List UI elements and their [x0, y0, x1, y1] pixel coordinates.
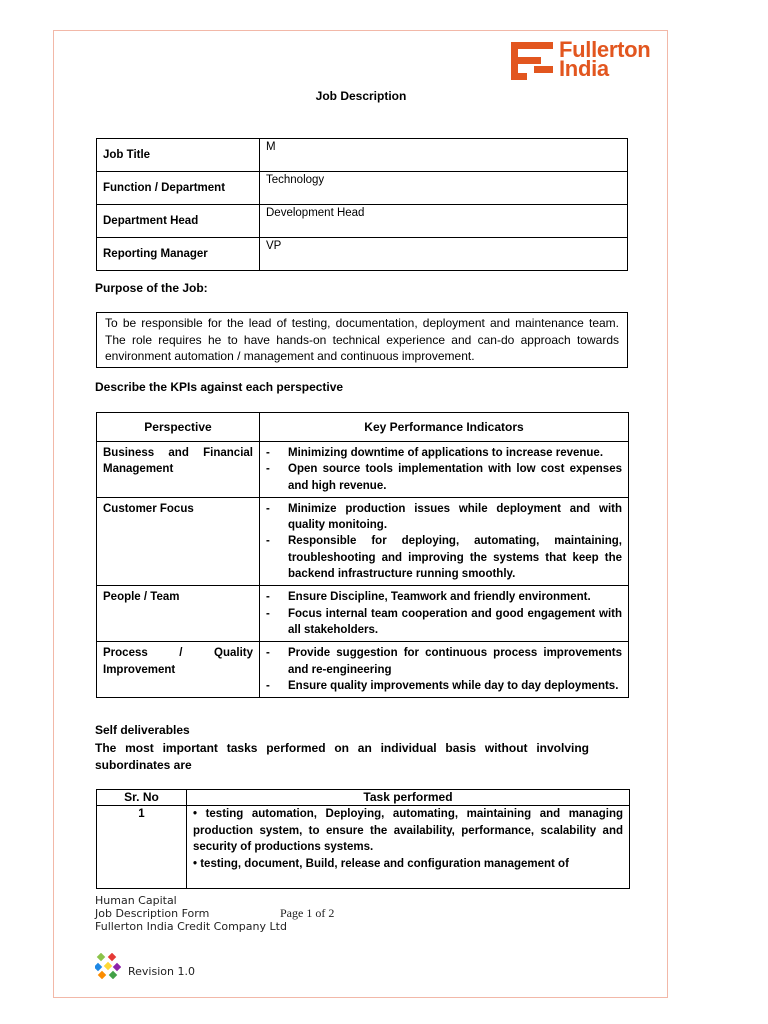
purpose-text: To be responsible for the lead of testing, documentation, deployment and maintenance team. The role requires he to have hands-on technical experience and can-do approach towards environment automation / management and continuous improvement.	[96, 312, 628, 368]
self-deliverables-text: The most important tasks performed on an individual basis without involving subordinates are	[95, 741, 589, 772]
table-header-row	[97, 790, 630, 806]
reporting-manager-label: Reporting Manager	[97, 238, 260, 271]
kpi-cell	[260, 442, 629, 498]
self-deliverables-heading: Self deliverables	[95, 723, 190, 737]
footer-form-name: Job Description Form	[95, 907, 210, 920]
table-row	[97, 238, 628, 271]
department-head-value: Development Head	[260, 205, 628, 238]
table-row	[97, 497, 629, 585]
table-row	[97, 205, 628, 238]
list-item: - Minimize production issues while deployment and with quality monitoing.	[266, 501, 622, 534]
footer-company: Fullerton India Credit Company Ltd	[95, 920, 287, 933]
list-item: - Provide suggestion for continuous process improvements and re-engineering	[266, 645, 622, 678]
function-department-label: Function / Department	[97, 172, 260, 205]
kpi-column-header: Key Performance Indicators	[260, 413, 629, 442]
perspective-cell: People / Team	[97, 586, 260, 642]
sr-no-cell: 1	[97, 806, 187, 889]
perspective-cell: Process / Quality Improvement	[97, 642, 260, 698]
kpi-cell	[260, 497, 629, 585]
job-title-value: M	[260, 139, 628, 172]
document-title: Job Description	[315, 89, 407, 103]
revision-label: Revision 1.0	[128, 965, 195, 978]
kpi-heading: Describe the KPIs against each perspective	[95, 380, 344, 394]
fullerton-india-logo	[511, 37, 666, 82]
table-header-row	[97, 413, 629, 442]
table-row	[97, 806, 630, 889]
logo-wordmark: Fullerton India	[559, 37, 651, 81]
job-info-table	[96, 138, 628, 271]
list-item: - Open source tools implementation with low cost expenses and high revenue.	[266, 461, 622, 494]
page-number: Page 1 of 2	[280, 906, 335, 920]
list-item: - Focus internal team cooperation and good engagement with all stakeholders.	[266, 606, 622, 639]
page-footer	[95, 894, 335, 933]
kpi-cell	[260, 586, 629, 642]
task-item: • testing, document, Build, release and configuration management of	[193, 857, 569, 870]
department-head-label: Department Head	[97, 205, 260, 238]
kpi-cell	[260, 642, 629, 698]
perspective-cell: Business and Financial Management	[97, 442, 260, 498]
list-item: - Ensure quality improvements while day to day deployments.	[266, 678, 622, 694]
perspective-column-header: Perspective	[97, 413, 260, 442]
fullerton-logo-icon	[511, 42, 553, 80]
kpi-table	[96, 412, 629, 698]
footer-department: Human Capital	[95, 894, 177, 907]
job-title-label: Job Title	[97, 139, 260, 172]
reporting-manager-value: VP	[260, 238, 628, 271]
list-item: - Ensure Discipline, Teamwork and friendly environment.	[266, 589, 622, 605]
list-item: - Responsible for deploying, automating, maintaining, troubleshooting and improving the systems that keep the backend infrastructure running smoothly.	[266, 533, 622, 582]
colorful-pinwheel-logo-icon	[95, 953, 121, 979]
task-table	[96, 789, 630, 889]
sr-no-column-header: Sr. No	[97, 790, 187, 806]
perspective-cell: Customer Focus	[97, 497, 260, 585]
table-row	[97, 642, 629, 698]
table-row	[97, 139, 628, 172]
table-row	[97, 172, 628, 205]
task-cell	[187, 806, 630, 889]
function-department-value: Technology	[260, 172, 628, 205]
task-column-header: Task performed	[187, 790, 630, 806]
table-row	[97, 586, 629, 642]
table-row	[97, 442, 629, 498]
list-item: - Minimizing downtime of applications to increase revenue.	[266, 445, 622, 461]
purpose-heading: Purpose of the Job:	[95, 281, 208, 295]
task-item: • testing automation, Deploying, automating, maintaining and managing production system, to ensure the availability, performance, scalability and security of productions systems.	[193, 808, 623, 853]
